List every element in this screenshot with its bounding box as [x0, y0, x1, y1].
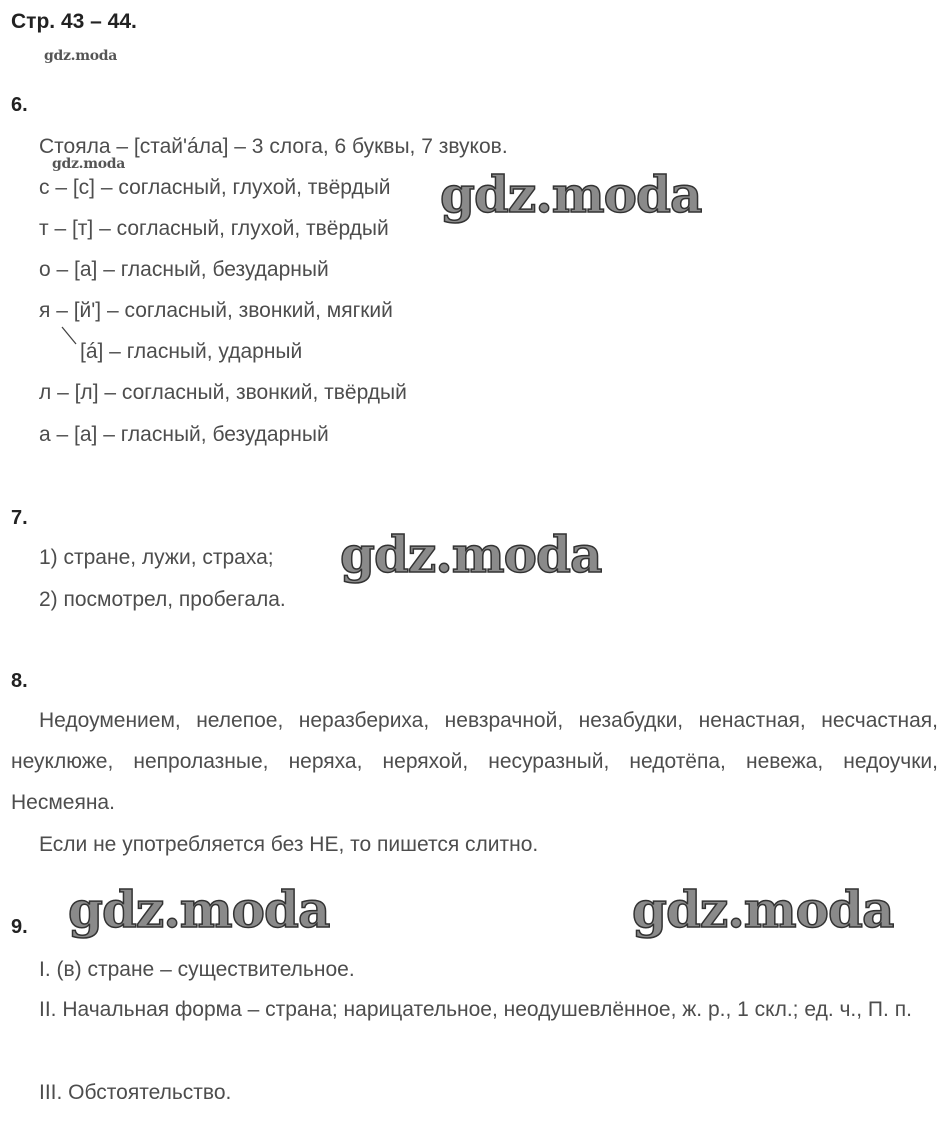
watermark-small: gdz.moda: [44, 48, 118, 64]
task-6-line-4: о – [а] – гласный, безударный: [39, 258, 329, 281]
task-7-number: 7.: [11, 507, 28, 529]
watermark-large: gdz.moda: [68, 880, 330, 939]
watermark-large: gdz.moda: [340, 525, 602, 584]
watermark-large: gdz.moda: [632, 880, 894, 939]
task-8-word-list: Недоумением, нелепое, неразбериха, невзрачной, незабудки, ненастная, несчастная, неуклюже, непролазные, неряха, неряхой, несуразный, недотёпа, невежа, недоучки, Несмеяна.: [11, 709, 938, 814]
watermark-small: gdz.moda: [52, 156, 126, 172]
task-9-line-2: II. Начальная форма – страна; нарицательное, неодушевлённое, ж. р., 1 скл.; ед. ч., П. п.: [39, 998, 912, 1021]
task-8-rule: Если не употребляется без НЕ, то пишется слитно.: [39, 833, 539, 856]
task-8-number: 8.: [11, 670, 28, 692]
task-6-line-5: я – [й'] – согласный, звонкий, мягкий: [39, 299, 393, 322]
task-9-line-1: I. (в) стране – существительное.: [39, 958, 355, 981]
task-6-line-8: а – [а] – гласный, безударный: [39, 423, 329, 446]
task-9-paragraph: [11, 989, 938, 1030]
task-9-number: 9.: [11, 916, 28, 938]
task-6-line-2: с – [с] – согласный, глухой, твёрдый: [39, 176, 391, 199]
watermark-large: gdz.moda: [440, 165, 702, 224]
task-7-line-1: 1) стране, лужи, страха;: [39, 546, 274, 569]
task-8-paragraph: [11, 700, 938, 823]
task-6-line-1: Стояла – [стай'áла] – 3 слога, 6 буквы, 7 звуков.: [39, 135, 508, 158]
task-6-number: 6.: [11, 94, 28, 116]
task-6-line-6: [á] – гласный, ударный: [80, 340, 303, 363]
task-6-line-7: л – [л] – согласный, звонкий, твёрдый: [39, 381, 407, 404]
task-7-line-2: 2) посмотрел, пробегала.: [39, 588, 286, 611]
task-6-line-3: т – [т] – согласный, глухой, твёрдый: [39, 217, 389, 240]
task-9-line-3: III. Обстоятельство.: [39, 1081, 232, 1104]
page-title: Стр. 43 – 44.: [11, 10, 137, 33]
